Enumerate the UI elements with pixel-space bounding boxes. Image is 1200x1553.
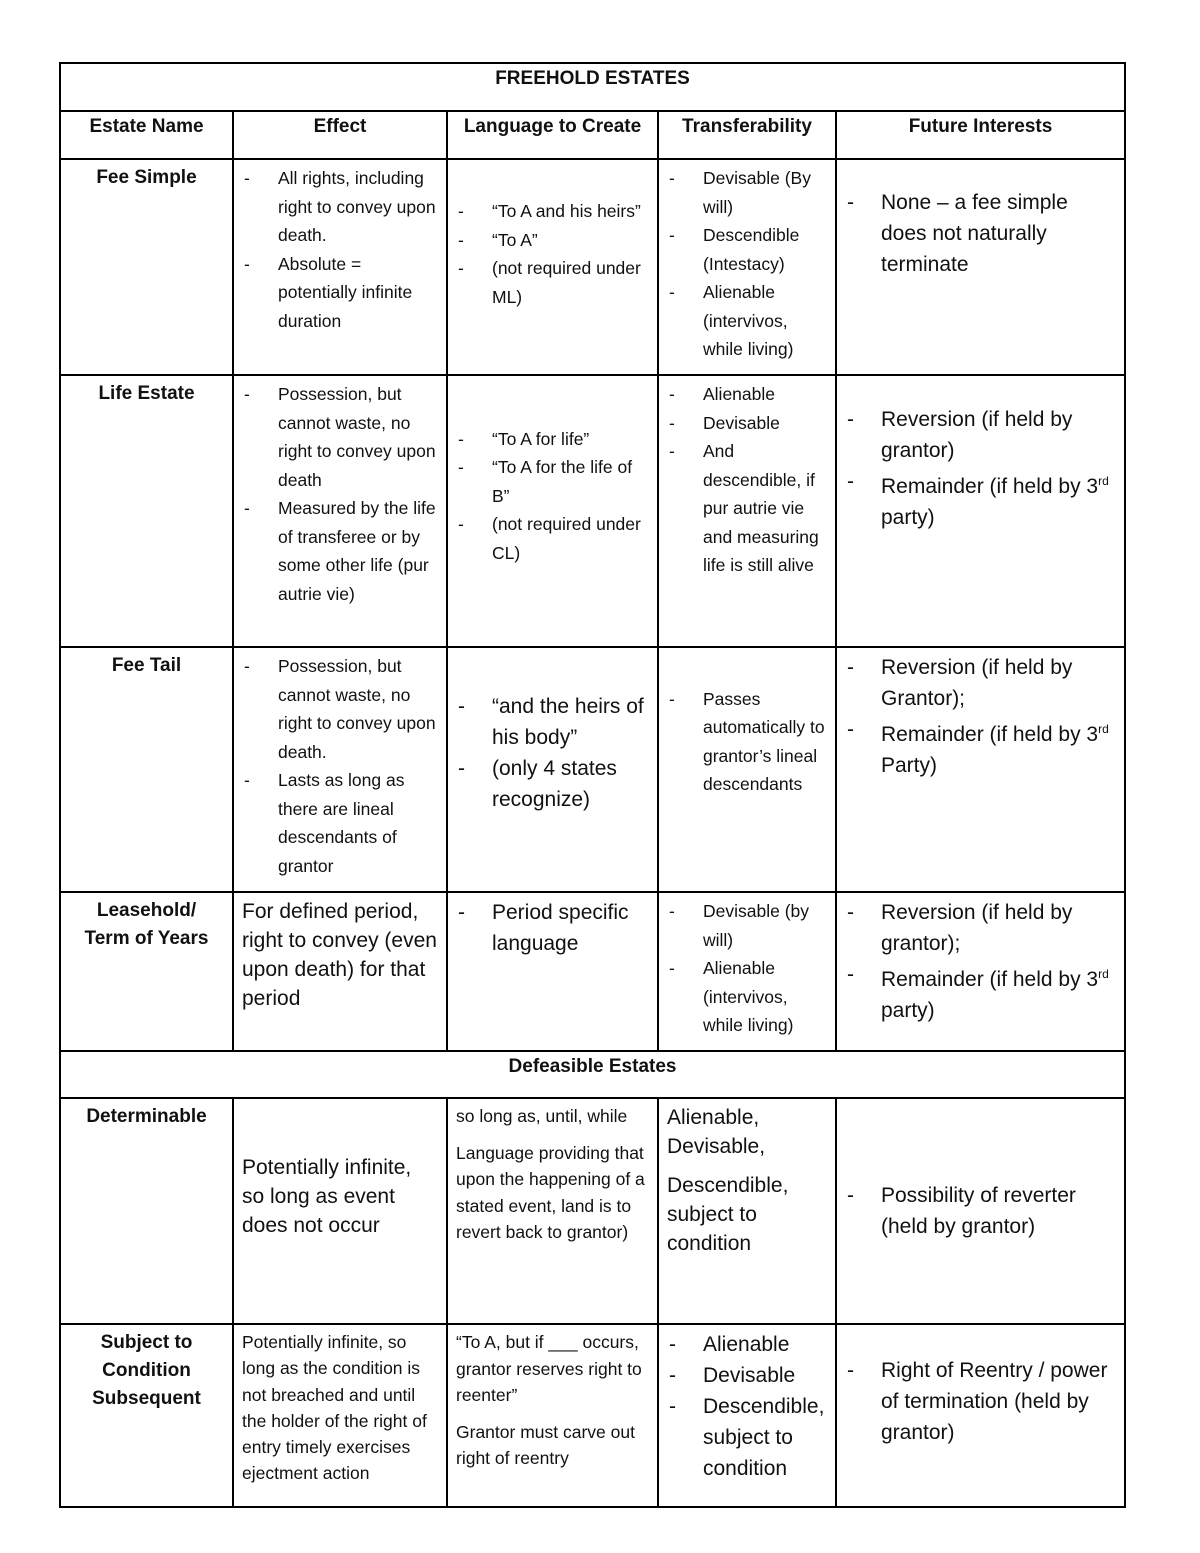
transferability-cell [658, 159, 836, 375]
transferability-cell [658, 892, 836, 1051]
language-cell [447, 1098, 658, 1324]
table-title: FREEHOLD ESTATES [60, 63, 1125, 111]
section-row [60, 1051, 1125, 1098]
ordinal-suffix: rd [1098, 722, 1109, 736]
list-item: - Devisable (by will) [667, 897, 827, 954]
header-estate-name: Estate Name [60, 111, 233, 159]
section-title: Defeasible Estates [60, 1051, 1125, 1098]
estate-name [60, 892, 233, 1051]
effect-cell [233, 647, 447, 892]
estate-name-line: Term of Years [84, 928, 209, 949]
freehold-estates-table [59, 62, 1126, 1508]
header-effect: Effect [233, 111, 447, 159]
effect-cell [233, 892, 447, 1051]
transfer-text: Alienable, Devisable, [667, 1106, 766, 1158]
list-item: - Alienable [667, 380, 827, 409]
estate-name-line: Subsequent [92, 1388, 201, 1409]
language-cell [447, 375, 658, 647]
effect-text: For defined period, right to convey (even upon death) for that period [242, 900, 437, 1010]
list-item: - All rights, including right to convey upon death. [242, 164, 438, 250]
list-item: - And descendible, if pur autrie vie and measuring life is still alive [667, 437, 827, 580]
language-cell [447, 892, 658, 1051]
future-interests-cell [836, 647, 1125, 892]
future-interests-cell [836, 1098, 1125, 1324]
list-item: - Possession, but cannot waste, no right to convey upon death. [242, 652, 438, 766]
list-item: - Reversion (if held by grantor); [845, 897, 1116, 959]
list-item: - Devisable [667, 409, 827, 438]
effect-text: Potentially infinite, so long as the condition is not breached and until the holder of the right of entry timely exercises ejectment action [242, 1332, 427, 1484]
language-text: “To A, but if ___ occurs, grantor reserves right to reenter” [456, 1332, 642, 1405]
list-item: - Descendible, subject to condition [667, 1391, 827, 1484]
list-item-text: Remainder (if held by 3 [881, 968, 1099, 991]
list-item: - (only 4 states recognize) [456, 753, 649, 815]
list-item: - Reversion (if held by grantor) [845, 404, 1116, 466]
list-item: - Alienable (intervivos, while living) [667, 278, 827, 364]
list-item: - “To A for the life of B” [456, 453, 649, 510]
estate-name: Fee Tail [60, 647, 233, 892]
list-item: - Passes automatically to grantor’s lineal descendants [667, 685, 827, 799]
estate-name: Fee Simple [60, 159, 233, 375]
effect-cell [233, 375, 447, 647]
list-item: - Lasts as long as there are lineal descendants of grantor [242, 766, 438, 880]
header-transferability: Transferability [658, 111, 836, 159]
language-text: so long as, until, while [456, 1106, 628, 1126]
list-item [845, 466, 1116, 533]
estate-name-line: Subject to [100, 1332, 193, 1353]
future-interests-cell [836, 1324, 1125, 1507]
estate-name-line: Leasehold/ [96, 900, 197, 921]
list-item [845, 714, 1116, 781]
table-row [60, 159, 1125, 375]
table-row [60, 1098, 1125, 1324]
header-row [60, 111, 1125, 159]
list-item: - “To A for life” [456, 425, 649, 454]
list-item-text: Remainder (if held by 3 [881, 475, 1099, 498]
future-interests-cell [836, 892, 1125, 1051]
future-interests-cell [836, 375, 1125, 647]
list-item: - Possibility of reverter (held by grantor) [845, 1180, 1116, 1242]
transferability-cell [658, 1324, 836, 1507]
estate-name: Life Estate [60, 375, 233, 647]
language-cell [447, 159, 658, 375]
list-item-text: party) [881, 506, 935, 529]
list-item: - Devisable (By will) [667, 164, 827, 221]
list-item: - Devisable [667, 1360, 827, 1391]
list-item: - “and the heirs of his body” [456, 691, 649, 753]
list-item: - Measured by the life of transferee or by some other life (pur autrie vie) [242, 494, 438, 608]
list-item: - Descendible (Intestacy) [667, 221, 827, 278]
estate-name [60, 1324, 233, 1507]
table-row [60, 1324, 1125, 1507]
transferability-cell [658, 647, 836, 892]
list-item: - None – a fee simple does not naturally terminate [845, 187, 1116, 280]
list-item [845, 959, 1116, 1026]
table-row [60, 647, 1125, 892]
effect-cell [233, 1324, 447, 1507]
language-text: Grantor must carve out right of reentry [456, 1421, 635, 1468]
list-item: - Reversion (if held by Grantor); [845, 652, 1116, 714]
transferability-cell [658, 1098, 836, 1324]
estate-name: Determinable [60, 1098, 233, 1324]
list-item: - (not required under CL) [456, 510, 649, 567]
transferability-cell [658, 375, 836, 647]
list-item-text: Party) [881, 754, 938, 777]
header-language: Language to Create [447, 111, 658, 159]
list-item: - Absolute = potentially infinite duration [242, 250, 438, 336]
list-item: - “To A and his heirs” [456, 197, 649, 226]
future-interests-cell [836, 159, 1125, 375]
ordinal-suffix: rd [1098, 967, 1109, 981]
list-item: - Possession, but cannot waste, no right to convey upon death [242, 380, 438, 494]
list-item: - Right of Reentry / power of termination (held by grantor) [845, 1355, 1116, 1448]
language-cell [447, 647, 658, 892]
list-item: - (not required under ML) [456, 254, 649, 311]
language-text: Language providing that upon the happening of a stated event, land is to revert back to grantor) [456, 1142, 645, 1242]
estate-name-line: Condition [102, 1360, 191, 1381]
ordinal-suffix: rd [1098, 474, 1109, 488]
list-item: - Alienable (intervivos, while living) [667, 954, 827, 1040]
list-item: - Period specific language [456, 897, 649, 959]
effect-cell [233, 1098, 447, 1324]
list-item-text: party) [881, 999, 935, 1022]
effect-text: Potentially infinite, so long as event does not occur [242, 1155, 412, 1237]
table-row [60, 375, 1125, 647]
table-title-row [60, 63, 1125, 111]
effect-cell [233, 159, 447, 375]
list-item-text: Remainder (if held by 3 [881, 723, 1099, 746]
language-cell [447, 1324, 658, 1507]
list-item: - “To A” [456, 226, 649, 255]
header-future-interests: Future Interests [836, 111, 1125, 159]
table-row [60, 892, 1125, 1051]
list-item: - Alienable [667, 1329, 827, 1360]
transfer-text: Descendible, subject to condition [667, 1174, 789, 1255]
